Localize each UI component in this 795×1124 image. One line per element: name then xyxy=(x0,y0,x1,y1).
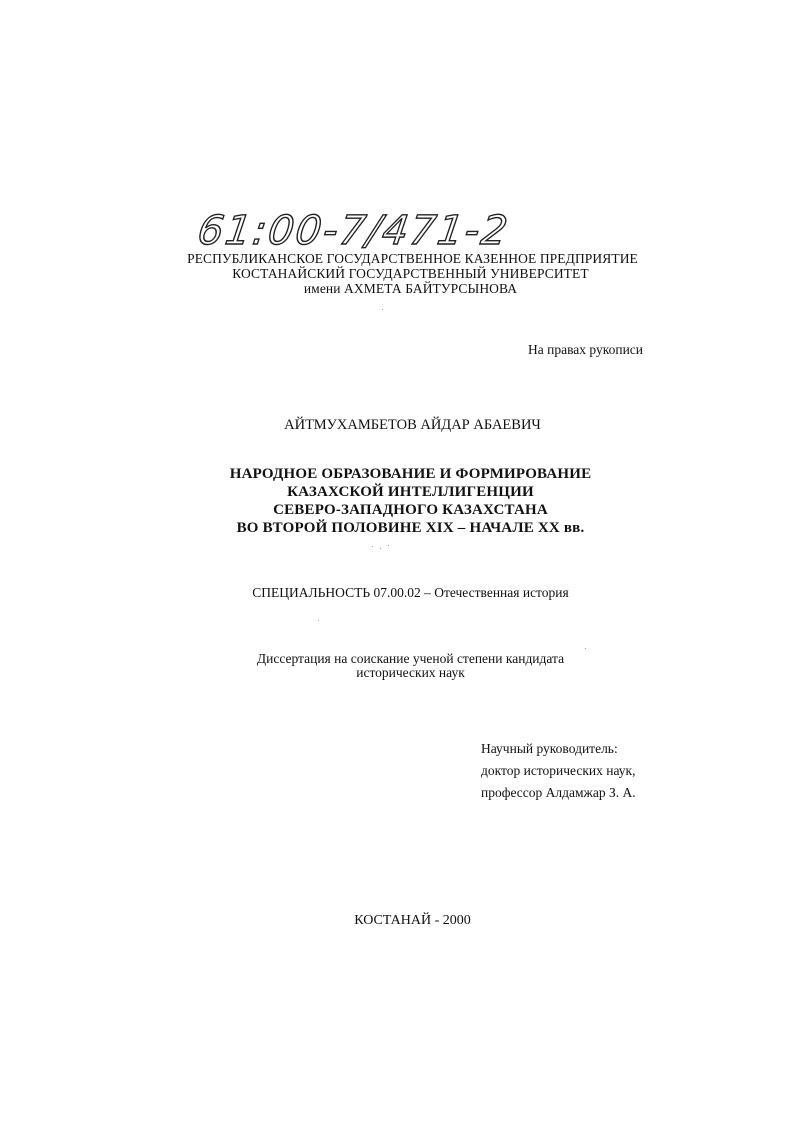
speck xyxy=(585,648,586,649)
dissertation-line-2: исторических наук xyxy=(356,665,465,680)
handwritten-number-text: 61:00-7/471-2 xyxy=(195,208,513,254)
author-name: АЙТМУХАМБЕТОВ АЙДАР АБАЕВИЧ xyxy=(284,417,541,433)
speck xyxy=(372,546,373,547)
header-line-1: РЕСПУБЛИКАНСКОЕ ГОСУДАРСТВЕННОЕ КАЗЕННОЕ ПРЕДПРИЯТИЕ xyxy=(187,251,638,266)
rights-note: На правах рукописи xyxy=(528,342,644,357)
title-line-2: КАЗАХСКОЙ ИНТЕЛЛИГЕНЦИИ xyxy=(287,484,534,500)
dissertation-line-1: Диссертация на соискание ученой степени кандидата xyxy=(256,651,565,666)
title-line-4: ВО ВТОРОЙ ПОЛОВИНЕ XIX – НАЧАЛЕ XX вв. xyxy=(236,520,585,536)
speck xyxy=(382,309,383,310)
supervisor-name: профессор Алдамжар З. А. xyxy=(481,785,636,800)
speck xyxy=(318,620,319,621)
title-line-3: СЕВЕРО-ЗАПАДНОГО КАЗАХСТАНА xyxy=(273,502,548,518)
supervisor-degree: доктор исторических наук, xyxy=(481,763,636,778)
speck xyxy=(388,545,389,546)
header-line-3: имени АХМЕТА БАЙТУРСЫНОВА xyxy=(303,281,518,296)
supervisor-label: Научный руководитель: xyxy=(481,741,618,756)
title-line-1: НАРОДНОЕ ОБРАЗОВАНИЕ И ФОРМИРОВАНИЕ xyxy=(229,466,592,482)
place-and-year: КОСТАНАЙ - 2000 xyxy=(354,913,471,928)
specialty-line: СПЕЦИАЛЬНОСТЬ 07.00.02 – Отечественная история xyxy=(252,585,569,600)
header-line-2: КОСТАНАЙСКИЙ ГОСУДАРСТВЕННЫЙ УНИВЕРСИТЕТ xyxy=(232,266,589,281)
speck xyxy=(380,548,381,549)
